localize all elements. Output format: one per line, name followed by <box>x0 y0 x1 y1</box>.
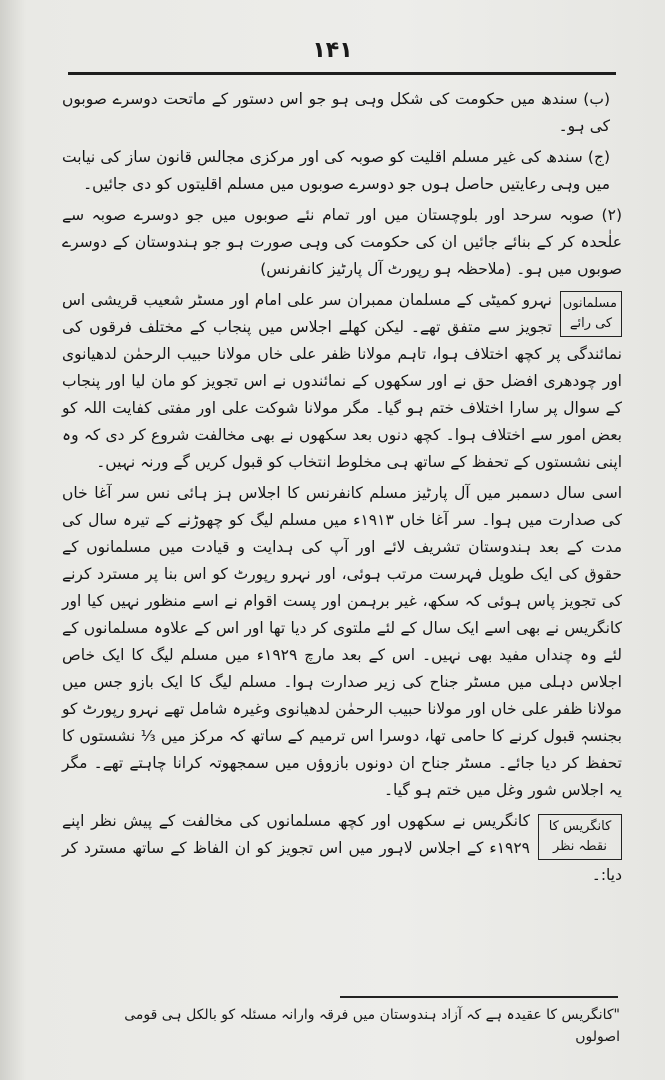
margin-note-muslim-opinion: مسلمانوں کی رائے <box>560 291 622 337</box>
margin-note-congress-view: کانگریس کا نقطہ نظر <box>538 814 622 860</box>
item-b: (ب) سندھ میں حکومت کی شکل وہی ہو جو اس دستور کے ماتحت دوسرے صوبوں کی ہو۔ <box>62 90 610 135</box>
item-2: (۲) صوبہ سرحد اور بلوچستان میں اور تمام نئے صوبوں میں جو دوسرے صوبہ سے علٰحدہ کر کے بنائے جائیں ان کی حکومت کی وہی صورت ہو جو ہندوستان کے دوسرے صوبوں میں ہو۔ (ملاحظہ ہو رپورٹ آل پارٹیز کانفرنس) <box>62 206 622 278</box>
quote-text: "کانگریس کا عقیدہ ہے کہ آزاد ہندوستان میں فرقہ وارانہ مسئلہ کو بالکل ہی قومی اصولوں <box>124 1007 620 1045</box>
paragraph-all-parties-conference: اسی سال دسمبر میں آل پارٹیز مسلم کانفرنس کا اجلاس ہز ہائی نس سر آغا خاں کی صدارت میں ہوا۔ سر آغا خاں ۱۹۱۳ء میں مسلم لیگ کو چھوڑنے کے تیرہ سال کی مدت کے بعد ہندوستان تشریف لائے اور آپ کی ہدایت و قیادت میں مسلمانوں کے حقوق کی ایک طویل فہرست مرتب ہوئی، اور نہرو رپورٹ کو اس بنا پر مسترد کرنے کی تجویز پاس ہوئی کہ سکھ، غیر برہمن اور پست اقوام نے اسے منظور نہیں کیا اور کانگریس نے بھی اسے ایک سال کے لئے ملتوی کر دیا تھا اور اس کے علاوہ مسلمانوں کے لئے وہ چنداں مفید بھی نہیں۔ اس کے بعد مارچ ۱۹۲۹ء میں مسلم لیگ کا ایک خاص اجلاس دہلی میں مسٹر جناح کی زیر صدارت ہوا۔ مسلم لیگ کا ایک بازو جس میں مولانا ظفر علی خاں اور مولانا حبیب الرحمٰن لدھیانوی وغیرہ شامل تھے نہرو رپورٹ کو بجنسہٖ قبول کرنے کا حامی تھا، دوسرا اس ترمیم کے ساتھ کہ مرکز میں ⅓ نشستوں کا تحفظ کر دیا جائے۔ مسٹر جناح ان دونوں بازوؤں میں سمجھوتہ کرانا چاہتے تھے۔ مگر یہ اجلاس شور وغل میں ختم ہو گیا۔ <box>62 484 623 799</box>
item-j: (ج) سندھ کی غیر مسلم اقلیت کو صوبہ کی اور مرکزی مجالس قانون ساز کی نیابت میں وہی رعایتیں حاصل ہوں جو دوسرے صوبوں میں مسلم اقلیتوں کو دی جائیں۔ <box>62 148 610 193</box>
paragraph-congress-view <box>62 808 622 889</box>
paragraph-text: نہرو کمیٹی کے مسلمان ممبران سر علی امام اور مسٹر شعیب قریشی اس تجویز سے متفق تھے۔ لیکن کھلے اجلاس میں پنجاب کے مختلف فرقوں کی نمائندگی پر کچھ اختلاف ہوا، تاہم مولانا ظفر علی خاں مولانا حبیب الرحمٰن لدھیانوی اور چودھری افضل حق نے اور سکھوں کے نمائندوں نے اس تجویز کو مان لیا اور پنجاب کے سوال پر سارا اختلاف ختم ہو گیا۔ مگر مولانا شوکت علی اور مفتی کفایت اللہ کو بعض امور سے اختلاف ہوا۔ کچھ دنوں بعد سکھوں نے بھی مخالفت شروع کر دی کہ وہ اپنی نشستوں کے تحفظ کے ساتھ ہی مخلوط انتخاب کو قبول کریں گے ورنہ نہیں۔ <box>62 291 622 471</box>
paragraph-text: کانگریس نے سکھوں اور کچھ مسلمانوں کی مخالفت کے پیش نظر اپنے ۱۹۲۹ء کے اجلاس لاہور میں اس تجویز کو ان الفاظ کے ساتھ مسترد کر دیا:۔ <box>62 812 622 884</box>
quote-rule <box>340 996 618 998</box>
header-rule <box>68 72 616 75</box>
page-number: ۱۴۱ <box>312 38 353 63</box>
page-body <box>62 86 622 893</box>
paragraph-nehru-committee <box>62 287 622 476</box>
